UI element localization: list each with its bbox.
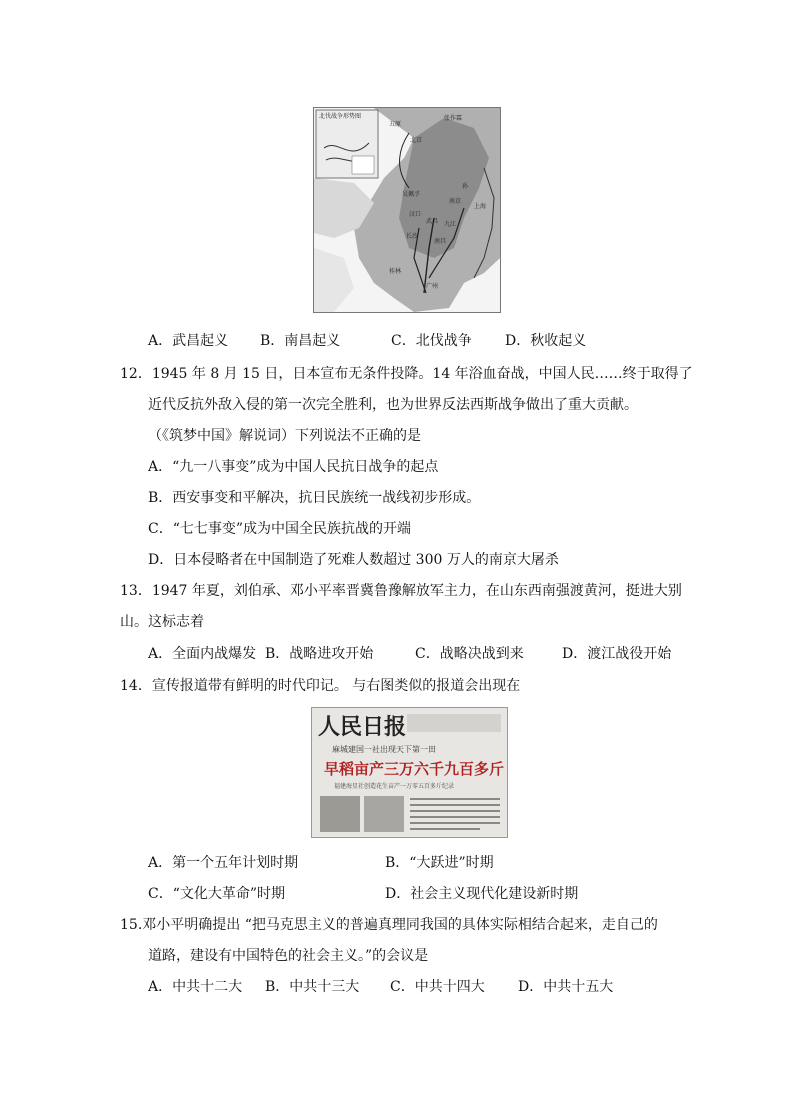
map-svg [314,108,500,312]
q12-stem-line-1: 12．1945 年 8 月 15 日，日本宣布无条件投降。14 年浴血奋战，中国人民……终于取得了 [120,366,693,382]
q13-option-c[interactable]: C．战略决战到来 [415,646,524,662]
northern-expedition-map [313,107,501,313]
newspaper-masthead: 人民日报 [318,714,407,740]
q13-stem-line-2: 山。这标志着 [120,614,204,630]
newspaper-headline: 早稻亩产三万六千九百多斤 [324,760,505,778]
map-label-hankou: 汉口 [409,211,422,218]
newspaper-subhead: 麻城建国一社出现天下第一田 [332,745,436,754]
map-label-nanchang: 南昌 [434,238,447,245]
q12-option-b[interactable]: B．西安事变和平解决，抗日民族统一战线初步形成。 [148,490,481,506]
newspaper-subline: 福建海星社创造花生亩产一万零五百多斤纪录 [334,783,455,790]
q13-option-d[interactable]: D．渡江战役开始 [562,646,672,662]
q15-stem-line-2: 道路，建设有中国特色的社会主义。”的会议是 [148,948,429,964]
q12-option-c[interactable]: C．“七七事变”成为中国全民族抗战的开端 [148,521,412,537]
q14-option-a[interactable]: A．第一个五年计划时期 [148,855,299,871]
q15-option-c[interactable]: C．中共十四大 [390,979,485,995]
q11-option-a[interactable]: A．武昌起义 [148,333,229,349]
map-label-jiujiang: 九江 [444,221,457,228]
newspaper-clipping [311,707,508,838]
q11-option-d[interactable]: D．秋收起义 [505,333,587,349]
newspaper-svg [312,708,507,837]
map-label-beijing: 北京 [410,137,423,144]
map-label-wu-peifu: 吴佩孚 [402,191,421,198]
q15-option-a[interactable]: A．中共十二大 [148,979,243,995]
map-label-guangzhou: 广州 [426,283,439,290]
q14-stem: 14．宣传报道带有鲜明的时代印记。 与右图类似的报道会出现在 [120,678,521,694]
q12-stem-line-2: 近代反抗外敌入侵的第一次完全胜利，也为世界反法西斯战争做出了重大贡献。 [148,397,638,413]
map-label-wuchang: 武昌 [426,218,439,225]
q12-stem-line-3: （《筑梦中国》解说词）下列说法不正确的是 [148,428,421,444]
q12-option-a[interactable]: A．“九一八事变”成为中国人民抗日战争的起点 [148,459,439,475]
q13-option-a[interactable]: A．全面内战爆发 [148,646,257,662]
q11-option-c[interactable]: C．北伐战争 [391,333,472,349]
map-label-changsha: 长沙 [406,233,419,240]
q13-option-b[interactable]: B．战略进攻开始 [265,646,374,662]
map-label-nanjing: 南京 [449,198,462,205]
q15-stem-line-1: 15.邓小平明确提出 “把马克思主义的普遍真理同我国的具体实际相结合起来，走自己的 [120,917,658,933]
map-label-shanghai: 上海 [474,203,487,210]
map-label-guilin: 桂林 [389,268,402,275]
q15-option-d[interactable]: D．中共十五大 [518,979,614,995]
q15-option-b[interactable]: B．中共十三大 [265,979,360,995]
q13-stem-line-1: 13．1947 年夏，刘伯承、邓小平率晋冀鲁豫解放军主力，在山东西南强渡黄河，挺进大别 [120,583,682,599]
q11-option-b[interactable]: B．南昌起义 [260,333,341,349]
map-label-sun: 孙 [462,183,469,190]
map-inset-title: 北伐战争形势图 [319,113,362,120]
q14-option-c[interactable]: C．“文化大革命”时期 [148,886,286,902]
q14-option-d[interactable]: D．社会主义现代化建设新时期 [385,886,579,902]
q14-option-b[interactable]: B．“大跃进”时期 [385,855,494,871]
q12-option-d[interactable]: D．日本侵略者在中国制造了死难人数超过 300 万人的南京大屠杀 [148,552,559,568]
map-label-zhang-zuolin: 张作霖 [444,115,463,122]
map-label-wuyuan: 五原 [389,121,402,128]
